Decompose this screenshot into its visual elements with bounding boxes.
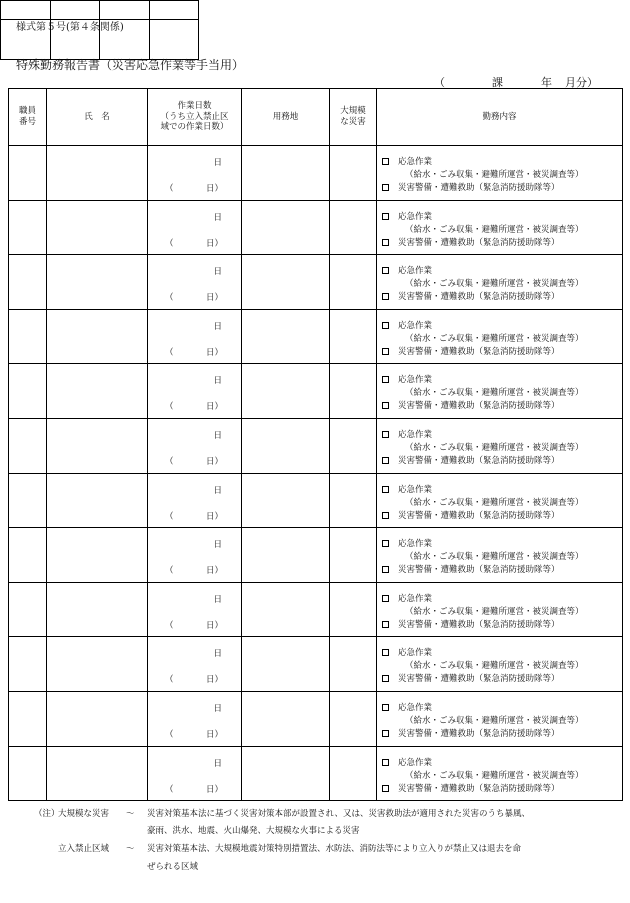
- days-unit: 日: [213, 594, 222, 605]
- header-location: 用務地: [242, 89, 330, 146]
- name-cell[interactable]: [47, 364, 148, 419]
- duty-cell: [377, 473, 623, 528]
- period-month-label: 月分）: [565, 76, 598, 89]
- location-cell[interactable]: [242, 364, 330, 419]
- period-year-label: 年: [541, 76, 552, 89]
- duty-cell: [377, 528, 623, 583]
- period-dept-label: 課: [492, 76, 503, 89]
- duty-option1-label: 応急作業: [398, 648, 433, 659]
- disaster-cell[interactable]: [330, 200, 377, 255]
- duty-option1-detail: （給水・ごみ収集・避難所運営・被災調査等）: [405, 606, 584, 617]
- duty-option1-label: 応急作業: [398, 266, 433, 277]
- duty-option2-checkbox[interactable]: [382, 402, 389, 409]
- duty-option1-label: 応急作業: [398, 593, 433, 604]
- approval-cell: [149, 20, 199, 60]
- duty-cell: [377, 200, 623, 255]
- staff-no-cell[interactable]: [9, 746, 47, 801]
- staff-no-cell[interactable]: [9, 200, 47, 255]
- days-unit: 日: [213, 267, 222, 278]
- header-days-line: 域での作業日数）: [160, 122, 229, 133]
- report-table: [8, 88, 623, 801]
- duty-option1-label: 応急作業: [398, 320, 433, 331]
- staff-no-cell[interactable]: [9, 637, 47, 692]
- location-cell[interactable]: [242, 309, 330, 364]
- name-cell[interactable]: [47, 582, 148, 637]
- header-staff-no: [9, 89, 47, 146]
- restricted-open-paren: （: [165, 566, 174, 577]
- header-days: [148, 89, 242, 146]
- approval-cell: [149, 1, 199, 20]
- duty-option1-detail: （給水・ごみ収集・避難所運営・被災調査等）: [405, 497, 584, 508]
- location-cell[interactable]: [242, 473, 330, 528]
- duty-option2-label: 災害警備・遭難救助（緊急消防援助隊等）: [398, 401, 560, 412]
- disaster-cell[interactable]: [330, 146, 377, 201]
- location-cell[interactable]: [242, 528, 330, 583]
- document-title: 特殊勤務報告書（災害応急作業等手当用）: [16, 58, 245, 72]
- duty-option2-checkbox[interactable]: [382, 730, 389, 737]
- approval-cell: [100, 1, 150, 20]
- duty-option2-label: 災害警備・遭難救助（緊急消防援助隊等）: [398, 674, 560, 685]
- table-row: [9, 146, 623, 201]
- note2-separator: ～: [126, 844, 135, 854]
- staff-no-cell[interactable]: [9, 528, 47, 583]
- days-unit: 日: [213, 649, 222, 660]
- table-row: [9, 473, 623, 528]
- staff-no-cell[interactable]: [9, 691, 47, 746]
- duty-option1-checkbox[interactable]: [382, 486, 389, 493]
- days-cell[interactable]: [148, 582, 242, 637]
- restricted-days-unit: 日）: [205, 784, 223, 795]
- duty-option2-label: 災害警備・遭難救助（緊急消防援助隊等）: [398, 728, 560, 739]
- duty-option2-checkbox[interactable]: [382, 457, 389, 464]
- location-cell[interactable]: [242, 200, 330, 255]
- duty-option1-checkbox[interactable]: [382, 649, 389, 656]
- days-cell[interactable]: [148, 255, 242, 310]
- note2-text-line2: ぜられる区域: [147, 862, 199, 872]
- note1-text-line2: 豪雨、洪水、地震、火山爆発、大規模な火事による災害: [147, 826, 360, 836]
- header-disaster-line: な災害: [340, 117, 366, 127]
- header-row: [9, 89, 623, 146]
- duty-cell: [377, 418, 623, 473]
- duty-option1-detail: （給水・ごみ収集・避難所運営・被災調査等）: [405, 661, 584, 672]
- header-staff-no-line: 職員: [18, 106, 36, 117]
- duty-option2-checkbox[interactable]: [382, 621, 389, 628]
- restricted-days-unit: 日）: [205, 184, 223, 194]
- days-unit: 日: [213, 703, 222, 714]
- restricted-days-unit: 日）: [205, 620, 223, 631]
- days-cell[interactable]: [148, 200, 242, 255]
- days-cell[interactable]: [148, 691, 242, 746]
- days-unit: 日: [213, 212, 222, 223]
- duty-option1-label: 応急作業: [398, 157, 433, 167]
- table-row: [9, 309, 623, 364]
- restricted-open-paren: （: [165, 402, 174, 413]
- duty-option2-checkbox[interactable]: [382, 184, 389, 191]
- table-row: [9, 691, 623, 746]
- days-cell[interactable]: [148, 528, 242, 583]
- restricted-open-paren: （: [165, 347, 174, 358]
- disaster-cell[interactable]: [330, 691, 377, 746]
- restricted-days-unit: 日）: [205, 729, 223, 740]
- name-cell[interactable]: [47, 418, 148, 473]
- name-cell[interactable]: [47, 255, 148, 310]
- location-cell[interactable]: [242, 418, 330, 473]
- duty-option1-label: 応急作業: [398, 702, 433, 713]
- header-days-line: （うち立入禁止区: [160, 111, 229, 122]
- restricted-open-paren: （: [165, 675, 174, 686]
- duty-option1-detail: （給水・ごみ収集・避難所運営・被災調査等）: [405, 279, 584, 290]
- duty-option1-detail: （給水・ごみ収集・避難所運営・被災調査等）: [405, 552, 584, 563]
- duty-option2-label: 災害警備・遭難救助（緊急消防援助隊等）: [398, 237, 560, 248]
- location-cell[interactable]: [242, 255, 330, 310]
- header-days-line: 作業日数: [177, 101, 212, 112]
- duty-option2-checkbox[interactable]: [382, 785, 389, 792]
- restricted-open-paren: （: [165, 729, 174, 740]
- duty-option1-detail: （給水・ごみ収集・避難所運営・被災調査等）: [405, 333, 584, 344]
- location-cell[interactable]: [242, 637, 330, 692]
- restricted-days-unit: 日）: [205, 293, 223, 304]
- duty-option1-label: 応急作業: [398, 539, 433, 550]
- disaster-cell[interactable]: [330, 528, 377, 583]
- duty-cell: [377, 691, 623, 746]
- duty-option2-label: 災害警備・遭難救助（緊急消防援助隊等）: [398, 346, 560, 357]
- location-cell[interactable]: [242, 691, 330, 746]
- restricted-open-paren: （: [165, 293, 174, 304]
- restricted-open-paren: （: [165, 238, 174, 249]
- note1-text-line1: 災害対策基本法に基づく災害対策本部が設置され、又は、災害救助法が適用された災害のうち暴風、: [147, 809, 531, 819]
- table-row: [9, 637, 623, 692]
- days-unit: 日: [213, 430, 222, 441]
- note2-term: 立入禁止区域: [58, 844, 110, 854]
- days-cell[interactable]: [148, 637, 242, 692]
- header-staff-no-line: 番号: [18, 117, 36, 127]
- location-cell[interactable]: [242, 746, 330, 801]
- disaster-cell[interactable]: [330, 364, 377, 419]
- disaster-cell[interactable]: [330, 309, 377, 364]
- duty-option1-detail: （給水・ごみ収集・避難所運営・被災調査等）: [405, 170, 584, 180]
- days-cell[interactable]: [148, 418, 242, 473]
- name-cell[interactable]: [47, 691, 148, 746]
- days-unit: 日: [213, 540, 222, 551]
- days-unit: 日: [213, 758, 222, 769]
- days-unit: 日: [213, 485, 222, 496]
- note-prefix: （注）: [34, 809, 60, 819]
- name-cell[interactable]: [47, 473, 148, 528]
- disaster-cell[interactable]: [330, 637, 377, 692]
- table-row: [9, 582, 623, 637]
- disaster-cell[interactable]: [330, 418, 377, 473]
- days-cell[interactable]: [148, 364, 242, 419]
- name-cell[interactable]: [47, 637, 148, 692]
- staff-no-cell[interactable]: [9, 255, 47, 310]
- restricted-open-paren: （: [165, 620, 174, 631]
- duty-option1-checkbox[interactable]: [382, 595, 389, 602]
- name-cell[interactable]: [47, 200, 148, 255]
- header-disaster: [330, 89, 377, 146]
- days-unit: 日: [213, 376, 222, 387]
- disaster-cell[interactable]: [330, 473, 377, 528]
- restricted-days-unit: 日）: [205, 456, 223, 467]
- approval-cell: [50, 1, 100, 20]
- period-open-paren: （: [434, 76, 445, 89]
- table-row: [9, 528, 623, 583]
- table-row: [9, 255, 623, 310]
- staff-no-cell[interactable]: [9, 418, 47, 473]
- staff-no-cell[interactable]: [9, 146, 47, 201]
- form-number: 様式第５号(第４条関係): [16, 22, 124, 33]
- duty-option2-checkbox[interactable]: [382, 348, 389, 355]
- restricted-days-unit: 日）: [205, 238, 223, 249]
- restricted-open-paren: （: [165, 784, 174, 795]
- restricted-days-unit: 日）: [205, 402, 223, 413]
- restricted-days-unit: 日）: [205, 347, 223, 358]
- duty-cell: [377, 255, 623, 310]
- duty-cell: [377, 637, 623, 692]
- restricted-open-paren: （: [165, 184, 174, 194]
- restricted-open-paren: （: [165, 456, 174, 467]
- days-unit: 日: [213, 321, 222, 332]
- duty-option1-label: 応急作業: [398, 757, 433, 768]
- duty-option1-checkbox[interactable]: [382, 759, 389, 766]
- duty-option1-checkbox[interactable]: [382, 431, 389, 438]
- staff-no-cell[interactable]: [9, 473, 47, 528]
- duty-option2-checkbox[interactable]: [382, 512, 389, 519]
- duty-option1-label: 応急作業: [398, 484, 433, 495]
- note2-text-line1: 災害対策基本法、大規模地震対策特別措置法、水防法、消防法等により立入りが禁止又は退去を命: [147, 844, 522, 854]
- duty-option1-label: 応急作業: [398, 375, 433, 386]
- duty-option1-checkbox[interactable]: [382, 267, 389, 274]
- duty-option1-detail: （給水・ごみ収集・避難所運営・被災調査等）: [405, 224, 584, 235]
- duty-option2-checkbox[interactable]: [382, 239, 389, 246]
- duty-option2-checkbox[interactable]: [382, 675, 389, 682]
- header-disaster-line: 大規模: [340, 106, 366, 117]
- duty-option2-label: 災害警備・遭難救助（緊急消防援助隊等）: [398, 292, 560, 303]
- duty-option1-checkbox[interactable]: [382, 213, 389, 220]
- days-cell[interactable]: [148, 146, 242, 201]
- duty-option2-label: 災害警備・遭難救助（緊急消防援助隊等）: [398, 510, 560, 521]
- duty-option1-checkbox[interactable]: [382, 704, 389, 711]
- days-cell[interactable]: [148, 473, 242, 528]
- disaster-cell[interactable]: [330, 255, 377, 310]
- duty-cell: [377, 146, 623, 201]
- restricted-days-unit: 日）: [205, 566, 223, 577]
- header-duty: 勤務内容: [377, 89, 623, 146]
- duty-cell: [377, 582, 623, 637]
- table-row: [9, 418, 623, 473]
- location-cell[interactable]: [242, 146, 330, 201]
- duty-option2-label: 災害警備・遭難救助（緊急消防援助隊等）: [398, 183, 560, 193]
- duty-option2-label: 災害警備・遭難救助（緊急消防援助隊等）: [398, 619, 560, 630]
- duty-option2-label: 災害警備・遭難救助（緊急消防援助隊等）: [398, 455, 560, 466]
- duty-cell: [377, 746, 623, 801]
- name-cell[interactable]: [47, 309, 148, 364]
- duty-cell: [377, 309, 623, 364]
- duty-option1-detail: （給水・ごみ収集・避難所運営・被災調査等）: [405, 715, 584, 726]
- staff-no-cell[interactable]: [9, 309, 47, 364]
- duty-cell: [377, 364, 623, 419]
- restricted-open-paren: （: [165, 511, 174, 522]
- header-name: 氏 名: [47, 89, 148, 146]
- duty-option1-checkbox[interactable]: [382, 322, 389, 329]
- duty-option1-detail: （給水・ごみ収集・避難所運営・被災調査等）: [405, 388, 584, 399]
- duty-option1-detail: （給水・ごみ収集・避難所運営・被災調査等）: [405, 770, 584, 781]
- duty-option1-label: 応急作業: [398, 211, 433, 222]
- restricted-days-unit: 日）: [205, 511, 223, 522]
- staff-no-cell[interactable]: [9, 364, 47, 419]
- name-cell[interactable]: [47, 746, 148, 801]
- location-cell[interactable]: [242, 582, 330, 637]
- duty-option2-label: 災害警備・遭難救助（緊急消防援助隊等）: [398, 783, 560, 794]
- table-row: [9, 200, 623, 255]
- name-cell[interactable]: [47, 146, 148, 201]
- duty-option2-label: 災害警備・遭難救助（緊急消防援助隊等）: [398, 565, 560, 576]
- disaster-cell[interactable]: [330, 582, 377, 637]
- table-row: [9, 746, 623, 801]
- duty-option1-checkbox[interactable]: [382, 376, 389, 383]
- table-row: [9, 364, 623, 419]
- days-unit: 日: [213, 158, 222, 168]
- duty-option2-checkbox[interactable]: [382, 293, 389, 300]
- duty-option1-detail: （給水・ごみ収集・避難所運営・被災調査等）: [405, 442, 584, 453]
- days-cell[interactable]: [148, 746, 242, 801]
- duty-option1-checkbox[interactable]: [382, 540, 389, 547]
- note1-separator: ～: [126, 809, 135, 819]
- restricted-days-unit: 日）: [205, 675, 223, 686]
- days-cell[interactable]: [148, 309, 242, 364]
- note1-term: 大規模な災害: [58, 809, 110, 819]
- approval-cell: [1, 1, 51, 20]
- staff-no-cell[interactable]: [9, 582, 47, 637]
- duty-option1-label: 応急作業: [398, 429, 433, 440]
- duty-option1-checkbox[interactable]: [382, 158, 389, 165]
- duty-option2-checkbox[interactable]: [382, 566, 389, 573]
- disaster-cell[interactable]: [330, 746, 377, 801]
- name-cell[interactable]: [47, 528, 148, 583]
